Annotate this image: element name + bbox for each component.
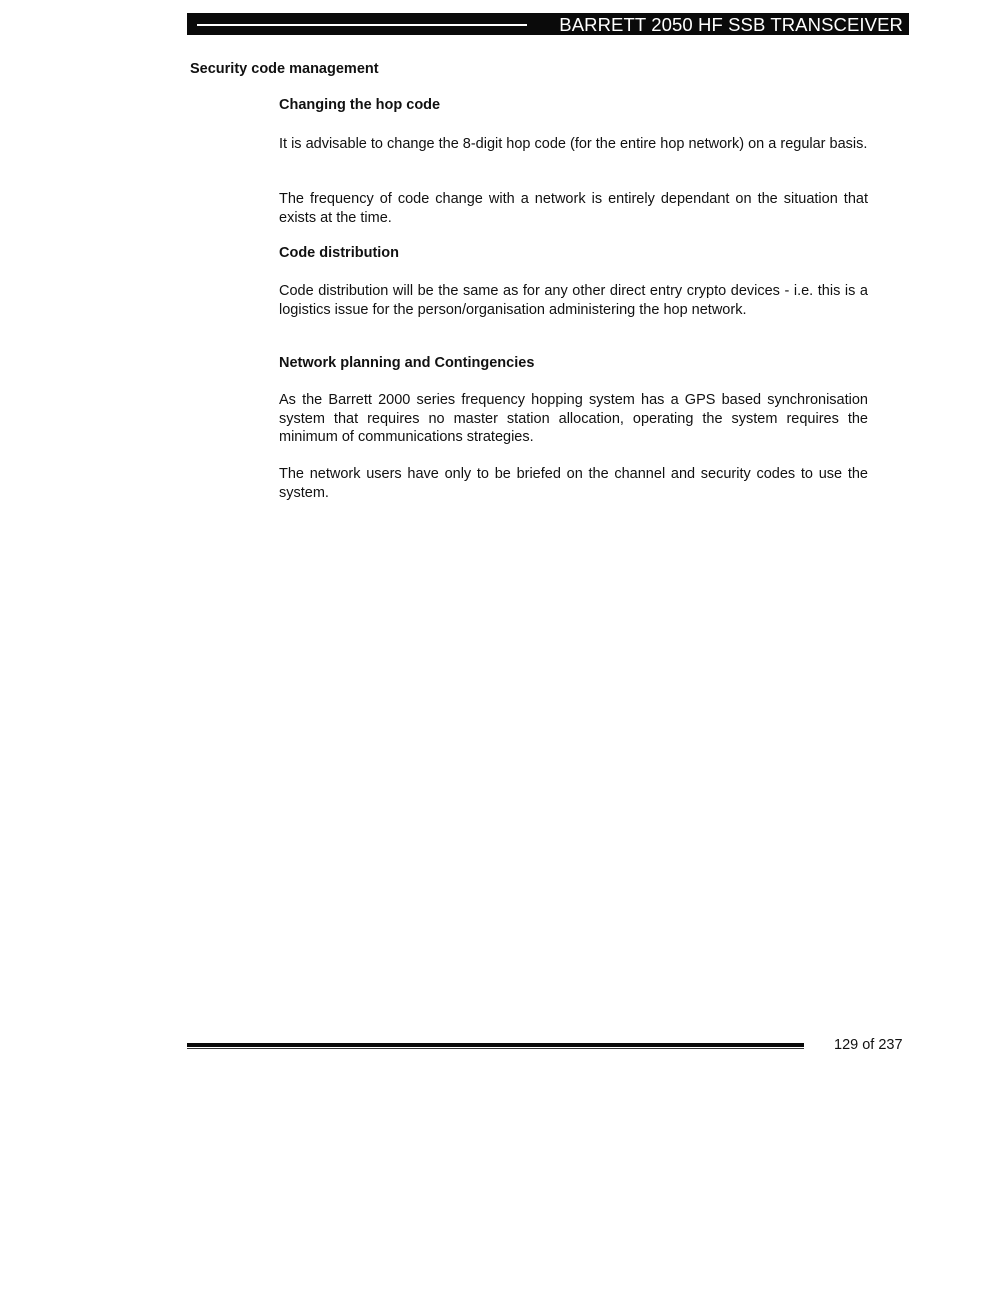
paragraph-code-change-frequency: The frequency of code change with a network is entirely dependant on the situation that exists at the time.: [279, 191, 868, 226]
header-bar: [187, 13, 909, 35]
section-title: Security code management: [190, 61, 379, 77]
paragraph-hop-code-advice: It is advisable to change the 8-digit hop code (for the entire hop network) on a regular basis.: [279, 136, 868, 152]
subheading-changing-hop-code: Changing the hop code: [279, 97, 441, 113]
page-number: 129 of 237: [834, 1037, 903, 1053]
paragraph-network-users: The network users have only to be briefed on the channel and security codes to use the system.: [279, 466, 868, 501]
header-rule: [197, 24, 527, 26]
subheading-code-distribution: Code distribution: [279, 245, 400, 261]
paragraph-code-distribution: Code distribution will be the same as for any other direct entry crypto devices - i.e. this is a logistics issue for the person/organisation administering the hop network.: [279, 283, 868, 318]
footer-rule-thin: [187, 1048, 804, 1049]
subheading-network-planning: Network planning and Contingencies: [279, 355, 535, 371]
footer-rule-thick: [187, 1043, 804, 1047]
document-title: BARRETT 2050 HF SSB TRANSCEIVER: [559, 14, 903, 35]
paragraph-gps-synchronisation: As the Barrett 2000 series frequency hopping system has a GPS based synchronisation system that requires no master station allocation, operating the system requires the minimum of communications strategies.: [279, 392, 868, 445]
footer-rule: [187, 1041, 804, 1050]
